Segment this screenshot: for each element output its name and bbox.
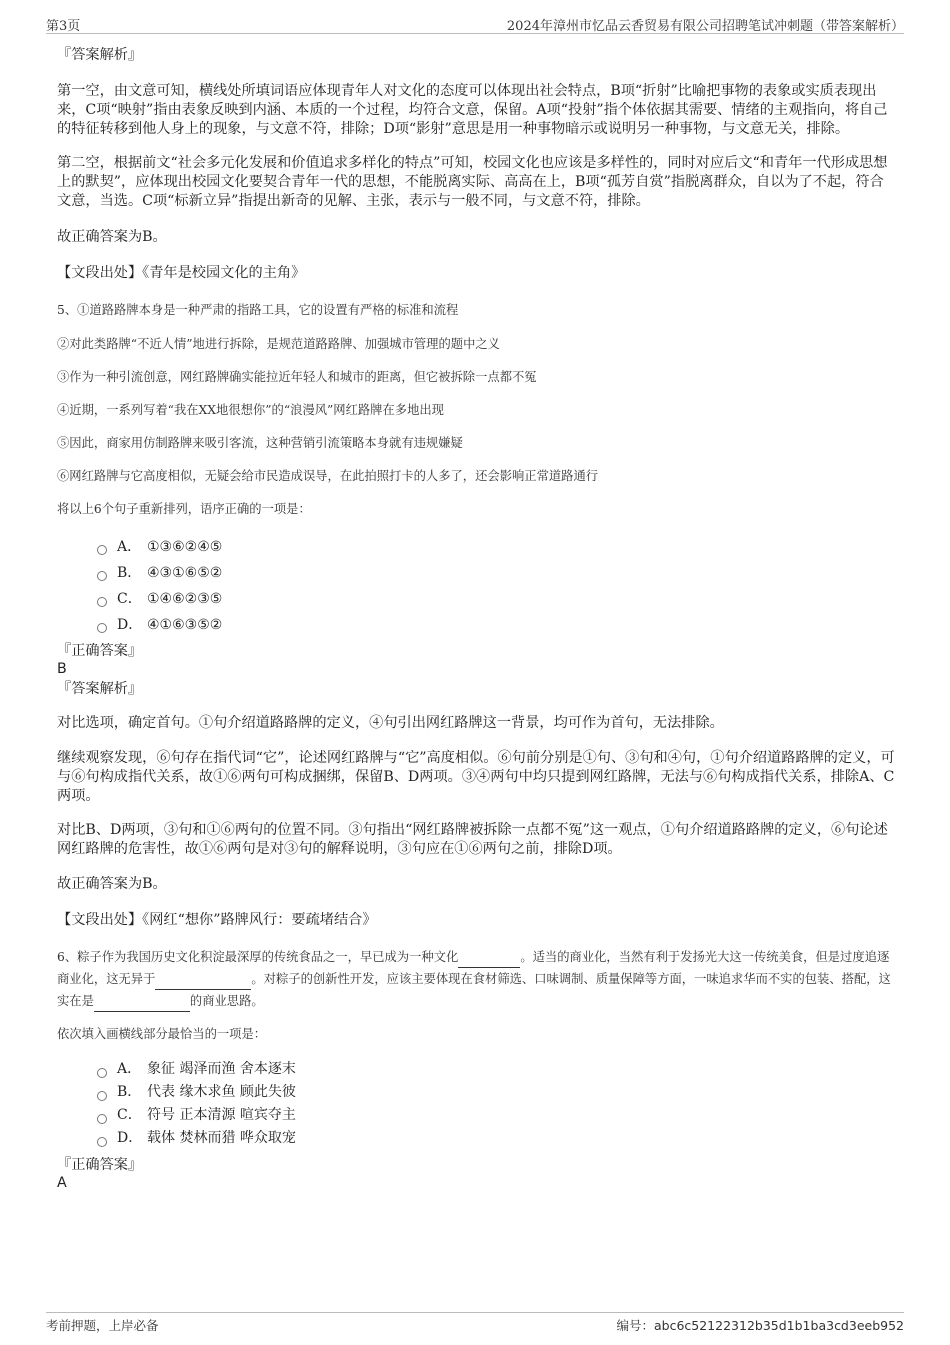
question-5 [57,299,897,930]
q6-stem: 6、粽子作为我国历史文化积淀最深厚的传统食品之一，早已成为一种文化 。适当的商业化，当然有利于发扬光大这一传统美食，但是过度追逐商业化，这无异于 。对粽子的创新性开发，应该主要体现在食材筛选、口味调制、质量保障等方面，一味追求华而不实的包装、搭配，这实在是 的商业思路。 [57,946,897,1012]
q6-option-c[interactable]: C． 符号 正本清源 喧宾夺主 [97,1104,897,1127]
radio-icon[interactable] [97,1114,107,1124]
q5-analysis-para3: 对比B、D两项，③句和①⑥两句的位置不同。③句指出“网红路牌被拆除一点都不冤”这一观点，①句介绍道路路牌的定义，⑥句论述网红路牌的危害性，故①⑥两句是对③句的解释说明，③句应在①⑥两句之前，排除D项。 [57,822,888,857]
q6-blank-1 [458,953,520,968]
radio-icon[interactable] [97,623,107,633]
q6-option-b[interactable]: B． 代表 缘木求鱼 顾此失彼 [97,1081,897,1104]
analysis-label: 『答案解析』 [57,47,143,63]
q5-option-b[interactable]: B． ④③①⑥⑤② [97,560,897,586]
radio-icon[interactable] [97,597,107,607]
q5-sentence-4: ④近期，一系列写着“我在XX地很想你”的“浪漫风”网红路牌在多地出现 [57,403,444,417]
q5-prompt: 将以上6个句子重新排列，语序正确的一项是： [57,502,311,516]
q5-option-a[interactable]: A． ①③⑥②④⑤ [97,534,897,560]
q6-options [57,1058,897,1150]
q5-analysis-para2: 继续观察发现，⑥句存在指代词“它”，论述网红路牌与“它”高度相似。⑥句前分别是①句、③句和④句，①句介绍道路路牌的定义，可与⑥句构成指代关系，故①⑥两句可构成捆绑，保留B、D两项。③④两句中均只提到网红路牌，无法与⑥句构成指代关系，排除A、C两项。 [57,750,895,804]
radio-icon[interactable] [97,1137,107,1147]
page-header [46,13,904,34]
q5-option-c[interactable]: C． ①④⑥②③⑤ [97,586,897,612]
radio-icon[interactable] [97,571,107,581]
page-footer [46,1312,904,1333]
q6-option-d[interactable]: D． 载体 焚林而猎 哗众取宠 [97,1127,897,1150]
radio-icon[interactable] [97,1091,107,1101]
q5-option-d[interactable]: D． ④①⑥③⑤② [97,612,897,638]
q5-sentence-3: ③作为一种引流创意，网红路牌确实能拉近年轻人和城市的距离，但它被拆除一点都不冤 [57,370,537,384]
radio-icon[interactable] [97,545,107,555]
q5-options [57,534,897,638]
q5-sentence-6: ⑥网红路牌与它高度相似，无疑会给市民造成误导，在此拍照打卡的人多了，还会影响正常道路通行 [57,469,599,483]
q6-prompt: 依次填入画横线部分最恰当的一项是： [57,1027,267,1041]
q5-sentence-1: 5、①道路路牌本身是一种严肃的指路工具，它的设置有严格的标准和流程 [57,303,459,317]
q6-option-a[interactable]: A． 象征 竭泽而渔 舍本逐末 [97,1058,897,1081]
footer-code: 编号：abc6c52122312b35d1b1ba3cd3eeb952 [616,1318,904,1333]
q6-blank-3 [94,997,190,1012]
q4-conclusion: 故正确答案为B。 [57,229,167,245]
q5-answer: B [57,661,67,677]
q4-analysis-para2: 第二空，根据前文“社会多元化发展和价值追求多样化的特点”可知，校园文化也应该是多样性的，同时对应后文“和青年一代形成思想上的默契”，应体现出校园文化要契合青年一代的思想，不能脱离实际、高高在上，B项“孤芳自赏”指脱离群众，自以为了不起，符合文意，当选。C项“标新立异”指提出新奇的见解、主张，表示与一般不同，与文意不符，排除。 [57,155,888,209]
page-number: 第3页 [46,19,81,34]
q5-sentence-5: ⑤因此，商家用仿制路牌来吸引客流，这种营销引流策略本身就有违规嫌疑 [57,436,463,450]
document-title: 2024年漳州市忆品云香贸易有限公司招聘笔试冲刺题（带答案解析） [506,19,904,34]
analysis-label: 『答案解析』 [57,681,143,697]
q5-source: 【文段出处】《网红“想你”路牌风行：要疏堵结合》 [57,912,377,928]
q5-conclusion: 故正确答案为B。 [57,876,167,892]
question-6 [57,946,897,1192]
answer-label: 『正确答案』 [57,643,143,659]
footer-slogan: 考前押题，上岸必备 [46,1318,159,1333]
radio-icon[interactable] [97,1068,107,1078]
q4-analysis-para1: 第一空，由文意可知，横线处所填词语应体现青年人对文化的态度可以体现出社会特点，B项“折射”比喻把事物的表象或实质表现出来，C项“映射”指由表象反映到内涵、本质的一个过程，均符合文意，保留。A项“投射”指个体依据其需要、情绪的主观指向，将自己的特征转移到他人身上的现象，与文意不符，排除；D项“影射”意思是用一种事物暗示或说明另一种事物，与文意无关，排除。 [57,83,888,137]
q6-answer: A [57,1175,67,1191]
q5-sentence-2: ②对此类路牌“不近人情”地进行拆除，是规范道路路牌、加强城市管理的题中之义 [57,337,500,351]
q5-analysis-para1: 对比选项，确定首句。①句介绍道路路牌的定义，④句引出网红路牌这一背景，均可作为首句，无法排除。 [57,715,724,731]
q4-source: 【文段出处】《青年是校园文化的主角》 [57,265,306,281]
document-body [57,44,897,1192]
answer-label: 『正确答案』 [57,1157,143,1173]
q6-blank-2 [155,975,251,990]
